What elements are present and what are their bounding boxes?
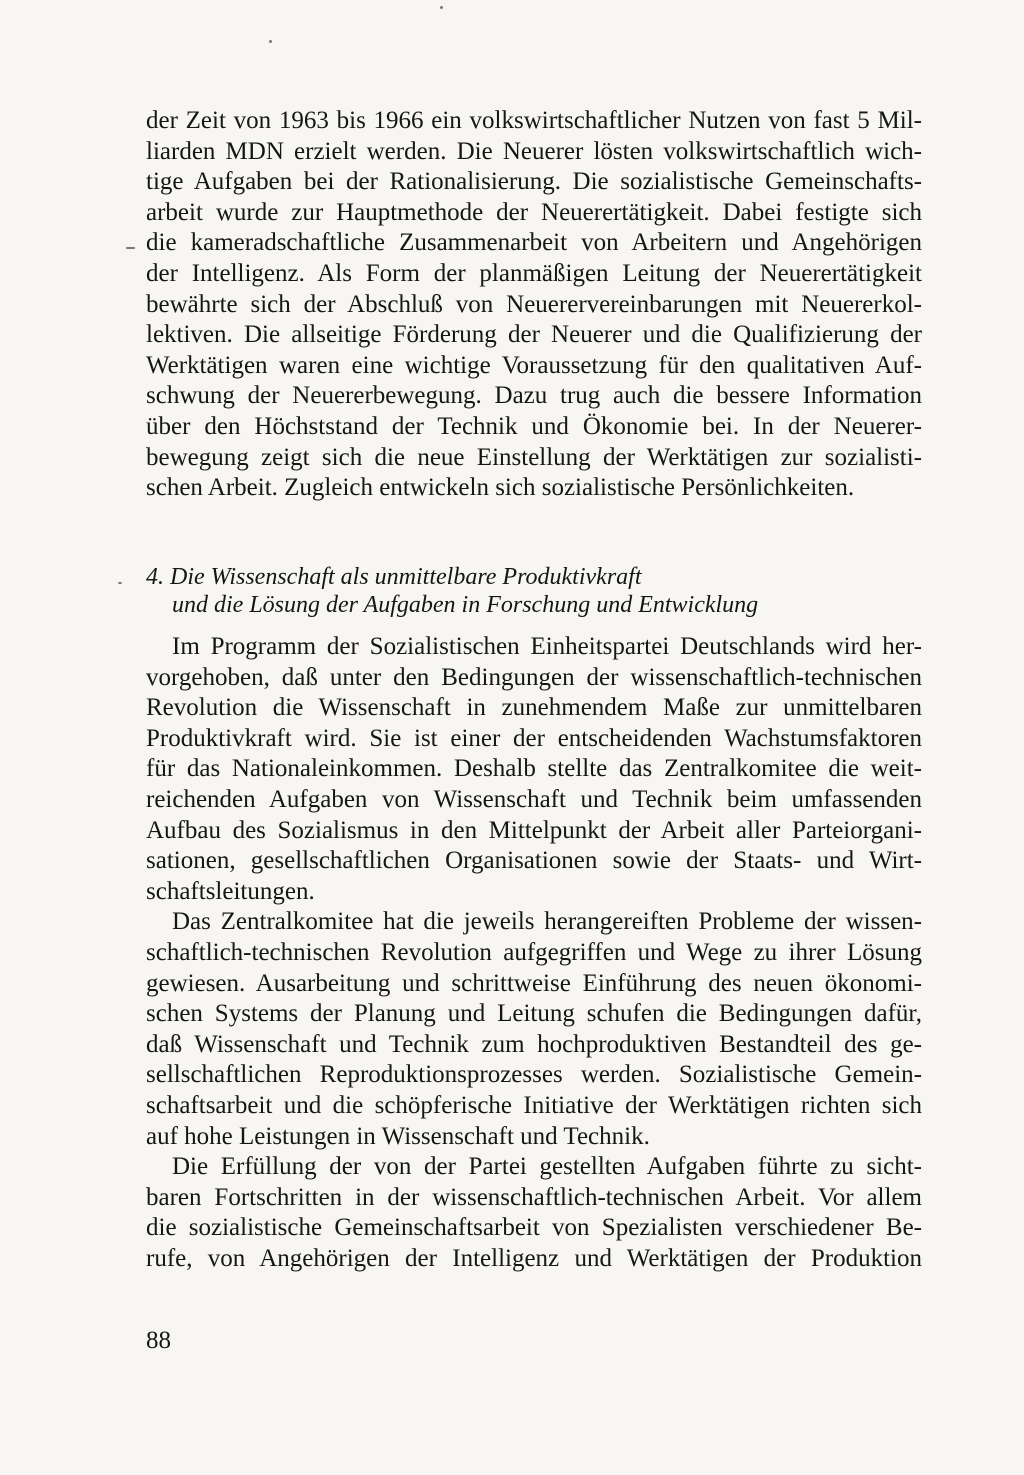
scan-speck	[269, 40, 272, 43]
text-line: bewährte sich der Abschluß von Neuerervereinbarungen mit Neuererkol-	[146, 290, 922, 318]
text-line: tige Aufgaben bei der Rationalisierung. Die sozialistische Gemeinschafts-	[146, 168, 922, 196]
text-line: über den Höchststand der Technik und Ökonomie bei. In der Neuerer-	[146, 412, 922, 440]
text-line: die sozialistische Gemeinschaftsarbeit von Spezialisten verschiedener Be-	[146, 1214, 922, 1242]
text-line: vorgehoben, daß unter den Bedingungen der wissenschaftlich-technischen	[146, 663, 922, 691]
scan-speck	[440, 6, 443, 9]
text-line: daß Wissenschaft und Technik zum hochproduktiven Bestandteil des ge-	[146, 1030, 922, 1058]
text-line: der Intelligenz. Als Form der planmäßigen Leitung der Neuerertätigkeit	[146, 259, 922, 287]
text-line: Produktivkraft wird. Sie ist einer der entscheidenden Wachstumsfaktoren	[146, 724, 922, 752]
main-body	[146, 632, 922, 1274]
text-line: schaftlich-technischen Revolution aufgegriffen und Wege zu ihrer Lösung	[146, 938, 922, 966]
text-line: Im Programm der Sozialistischen Einheitspartei Deutschlands wird her-	[172, 633, 922, 660]
section-heading-line: 4. Die Wissenschaft als unmittelbare Produktivkraft	[146, 564, 642, 590]
text-line: schaftsleitungen.	[146, 877, 315, 905]
text-line: schen Arbeit. Zugleich entwickeln sich sozialistische Persönlichkeiten.	[146, 474, 855, 502]
text-line: auf hohe Leistungen in Wissenschaft und Technik.	[146, 1122, 650, 1150]
text-line: schwung der Neuererbewegung. Dazu trug auch die bessere Information	[146, 382, 922, 410]
section-heading	[146, 563, 922, 619]
text-line: sellschaftlichen Reproduktionsprozesses werden. Sozialistische Gemein-	[146, 1061, 922, 1089]
text-line: die kameradschaftliche Zusammenarbeit von Arbeitern und Angehörigen	[146, 229, 922, 257]
text-line: reichenden Aufgaben von Wissenschaft und Technik beim umfassenden	[146, 785, 922, 813]
text-line: liarden MDN erzielt werden. Die Neuerer lösten volkswirtschaftlich wich-	[146, 137, 922, 165]
text-line: gewiesen. Ausarbeitung und schrittweise Einführung des neuen ökonomi-	[146, 969, 922, 997]
text-line: arbeit wurde zur Hauptmethode der Neuerertätigkeit. Dabei festigte sich	[146, 198, 922, 226]
top-paragraph	[146, 106, 922, 504]
text-line: baren Fortschritten in der wissenschaftlich-technischen Arbeit. Vor allem	[146, 1183, 922, 1211]
text-line: Die Erfüllung der von der Partei gestellten Aufgaben führte zu sicht-	[172, 1153, 922, 1181]
text-line: sationen, gesellschaftlichen Organisationen sowie der Staats- und Wirt-	[146, 847, 922, 875]
text-line: rufe, von Angehörigen der Intelligenz und Werktätigen der Produktion	[146, 1244, 922, 1272]
text-line: lektiven. Die allseitige Förderung der Neuerer und die Qualifizierung der	[146, 321, 922, 349]
section-heading-line: und die Lösung der Aufgaben in Forschung und Entwicklung	[172, 592, 759, 618]
scan-speck	[126, 247, 135, 249]
text-line: Das Zentralkomitee hat die jeweils herangereiften Probleme der wissen-	[172, 908, 922, 936]
page-number: 88	[146, 1327, 171, 1354]
text-line: für das Nationaleinkommen. Deshalb stellte das Zentralkomitee die weit-	[146, 755, 922, 783]
text-line: schaftsarbeit und die schöpferische Initiative der Werktätigen richten sich	[146, 1091, 922, 1119]
scan-speck	[118, 582, 122, 584]
text-line: Revolution die Wissenschaft in zunehmendem Maße zur unmittelbaren	[146, 694, 922, 722]
text-line: Aufbau des Sozialismus in den Mittelpunkt der Arbeit aller Parteiorgani-	[146, 816, 922, 844]
text-line: schen Systems der Planung und Leitung schufen die Bedingungen dafür,	[146, 1000, 922, 1028]
text-line: Werktätigen waren eine wichtige Voraussetzung für den qualitativen Auf-	[146, 351, 922, 379]
text-line: der Zeit von 1963 bis 1966 ein volkswirtschaftlicher Nutzen von fast 5 Mil-	[146, 107, 922, 134]
text-line: bewegung zeigt sich die neue Einstellung der Werktätigen zur sozialisti-	[146, 443, 922, 471]
